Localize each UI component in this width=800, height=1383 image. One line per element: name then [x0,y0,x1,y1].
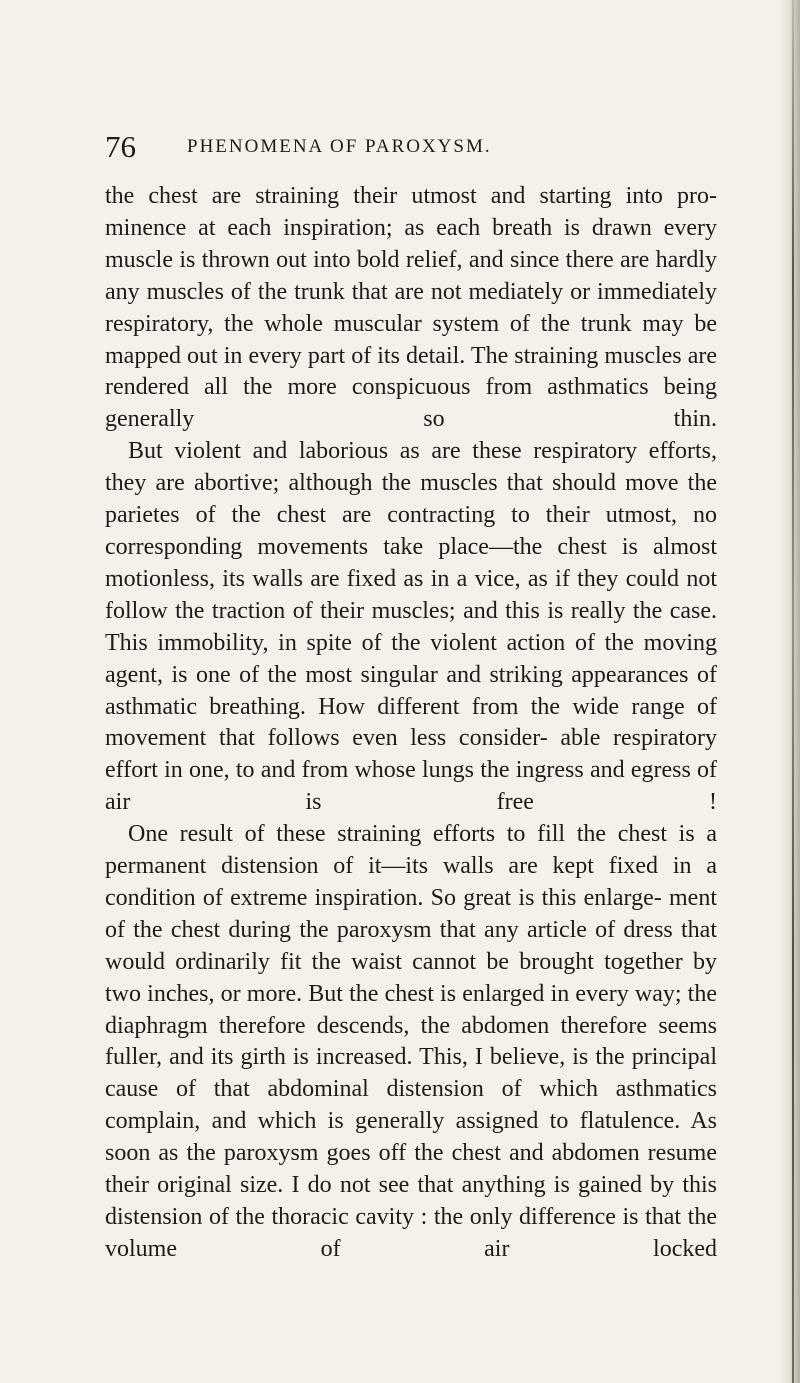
body-text [105,181,717,1266]
page-header [105,127,725,167]
page-number: 76 [105,129,136,164]
paragraph-2: But violent and laborious as are these respiratory efforts, they are abortive; although the muscles that should move the parietes of the chest are contracting to their utmost, no corresponding movements take place—the chest is almost motionless, its walls are fixed as in a vice, as if they could not follow the traction of their muscles; and this is really the case. This immobility, in spite of the violent action of the moving agent, is one of the most singular and striking appearances of asthmatic breathing. How different from the wide range of movement that follows even less consider- able respiratory effort in one, to and from whose lungs the ingress and egress of air is free ! [105,438,717,816]
paragraph-1: the chest are straining their utmost and starting into pro- minence at each inspiration; as each breath is drawn every muscle is thrown out into bold relief, and since there are hardly any muscles of the trunk that are not mediately or immediately respiratory, the whole muscular system of the trunk may be mapped out in every part of its detail. The straining muscles are rendered all the more conspicuous from asthmatics being generally so thin. [105,183,717,433]
page-edge-shadow [778,0,800,1383]
paragraph-3: One result of these straining efforts to fill the chest is a permanent distension of it—its walls are kept fixed in a condition of extreme inspiration. So great is this enlarge- ment of the chest during the paroxysm that any article of dress that would ordinarily fit the waist cannot be brought together by two inches, or more. But the chest is enlarged in every way; the diaphragm therefore descends, the abdomen therefore seems fuller, and its girth is increased. This, I believe, is the principal cause of that abdominal distension of which asthmatics complain, and which is generally assigned to flatulence. As soon as the paroxysm goes off the chest and abdomen resume their original size. I do not see that anything is gained by this distension of the thoracic cavity : the only difference is that the volume of air locked [105,821,717,1262]
page-edge-line [792,0,794,1383]
running-head: PHENOMENA OF PAROXYSM. [187,136,492,157]
